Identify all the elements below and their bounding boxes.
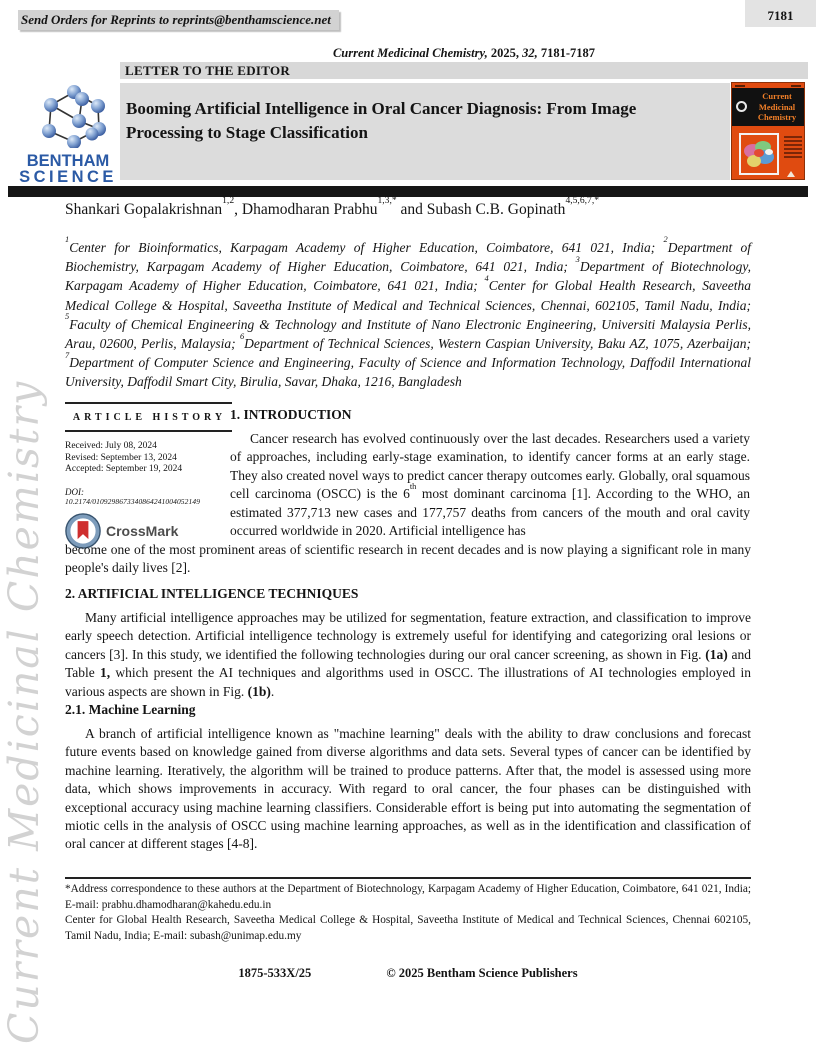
citation-volume: 32, [522,46,538,60]
cover-tagline-text [784,136,802,160]
page-footer [65,966,751,981]
divider-bar [8,186,808,197]
article-title-block [120,83,730,180]
page-number: 7181 [745,0,816,27]
journal-cover-thumbnail [731,82,805,180]
crossmark-label: CrossMark [106,522,179,539]
revised-date: Revised: September 13, 2024 [65,452,177,463]
doi-value: 10.2174/0109298673340864241004052149 [65,496,201,506]
cover-title-line1: Current [762,91,792,101]
correspondence-address-1: *Address correspondence to these authors at the Department of Biotechnology, Karpagam Academy of Higher Education, Coimbatore, 641 021, India; E-mail: prabhu.dhamodharan@kahedu.edu.in [65,883,751,911]
issn-code: 1875-533X/25 [238,966,312,980]
affiliations: $^1$Center for Bioinformatics, Karpagam Academy of Higher Education, Coimbatore, 641 021, India; $^2$Department of Biochemistry, Karpagam Academy of Higher Education, Coimbatore, 641 021, India; $^3$Department of Biotechnology, Karpagam Academy of Higher Education, Coimbatore, 641 021, India; $^4$Center for Global Health Research, Saveetha Medical College & Hospital, Saveetha Institute of Medical and Technical Sciences, Chennai, 602105, Tamil Nadu, India; $^5$Faculty of Chemical Engineering & Technology and Institute of Nano Electronic Engineering, Universiti Malaysia Perlis, Arau, 02600, Perlis, Malaysia; $^6$Department of Technical Sciences, Western Caspian University, Baku AZ, 1075, Azerbaijan; $^7$Department of Computer Science and Engineering, Faculty of Science and Information Technology, Daffodil International University, Daffodil Smart City, Birulia, Savar, Dhaka, 1216, Bangladesh [65,235,752,390]
citation-year: 2025, [487,46,523,60]
doi-block [65,487,232,506]
publisher-name-line1: BENTHAM [26,152,110,170]
cover-title-band [732,88,805,126]
citation-pages: 7181-7187 [537,46,596,60]
journal-watermark-vertical: Current Medicinal Chemistry [0,379,48,1044]
footnote-rule [65,877,751,879]
article-history-box [65,402,232,549]
doi-label: DOI: [65,486,84,497]
bentham-science-logo [18,84,118,184]
cover-title-line2: Medicinal [758,101,796,112]
cover-title-line3: Chemistry [757,112,797,122]
received-date: Received: July 08, 2024 [65,441,157,451]
section-heading-machine-learning: 2.1. Machine Learning [65,702,196,717]
article-history-dates [65,441,232,476]
citation-journal-name: Current Medicinal Chemistry, [332,46,488,60]
publisher-mark-icon [787,171,795,177]
intro-paragraph-continued: become one of the most prominent areas of scientific research in recent decades and is now playing a significant role in many people's daily lives [2]. [65,542,751,576]
article-type-banner: LETTER TO THE EDITOR [120,62,808,79]
correspondence-footnote [65,882,751,944]
intro-paragraph: Cancer research has evolved continuously over the last decades. Researchers used a variety of approaches, including early-stage examination, to identify cancer forms at an early stage. They also created novel ways to predict cancer therapy outcomes early. Globally, oral squamous cell carcinoma (OSCC) is the 6th most dominant carcinoma [1]. According to the WHO, an estimated 377,713 new cases and 177,757 deaths from cancers of the mouth and oral cavity occurred worldwide in 2020. Artificial intelligence has [230,431,750,539]
article-history-heading: ARTICLE HISTORY [65,402,232,432]
cover-corner-mark-left [735,85,745,87]
section-heading-introduction: 1. INTRODUCTION [230,407,352,422]
authors-line: Shankari Gopalakrishnan$^{1,2}$, Dhamodharan Prabhu$^{1,3,*}$ and Subash C.B. Gopinath$^{4,5,6,7,*}$ [65,195,600,218]
copyright-notice: © 2025 Bentham Science Publishers [386,966,578,980]
protein-structure-image [739,133,779,175]
ai-techniques-paragraph: Many artificial intelligence approaches may be utilized for segmentation, feature extraction, and classification to improve early speech detection. Artificial intelligence technology is extremely useful for identifying and categorizing oral lesions or cancers [3]. In this study, we identified the following technologies during our oral cancer screening, as shown in Fig. (1a) and Table 1, which present the AI techniques and algorithms used in OSCC. The illustrations of AI technologies employed in various aspects are shown in Fig. (1b). [65,610,751,699]
molecule-icon [22,84,114,148]
journal-citation [120,46,808,61]
journal-emblem-icon [736,101,747,112]
cover-journal-title [751,91,803,123]
correspondence-address-2: Center for Global Health Research, Saveetha Medical College & Hospital, Saveetha Institute of Medical and Technical Sciences, Chennai 602105, Tamil Nadu, India; E-mail: subash@unimap.edu.my [65,914,751,942]
article-title: Booming Artificial Intelligence in Oral Cancer Diagnosis: From Image Processing to Stage Classification [126,99,637,142]
accepted-date: Accepted: September 19, 2024 [65,464,183,474]
publisher-name-line2: SCIENCE [19,168,117,186]
reprint-notice: Send Orders for Reprints to reprints@benthamscience.net [18,10,339,30]
section-heading-ai-techniques: 2. ARTIFICIAL INTELLIGENCE TECHNIQUES [65,586,359,601]
cover-corner-mark-right [791,85,801,87]
machine-learning-paragraph: A branch of artificial intelligence known as "machine learning" deals with the ability to draw conclusions and forecast future events based on knowledge gained from diverse algorithms and data sets. Several types of cancer can be identified by machine learning. Iteratively, the algorithm will be trained to produce patterns. After that, the model is assessed using more data, which shows improvements in accuracy. With regard to oral cancer, the four phases can be distinguished with exceptional accuracy using machine learning classifiers. Considerable effort is being put into automating the segmentation of miotic cells in the analysis of OSCC using machine learning approaches, as well as in the identification and classification of oral cancer at different stages [4-8]. [65,726,751,852]
